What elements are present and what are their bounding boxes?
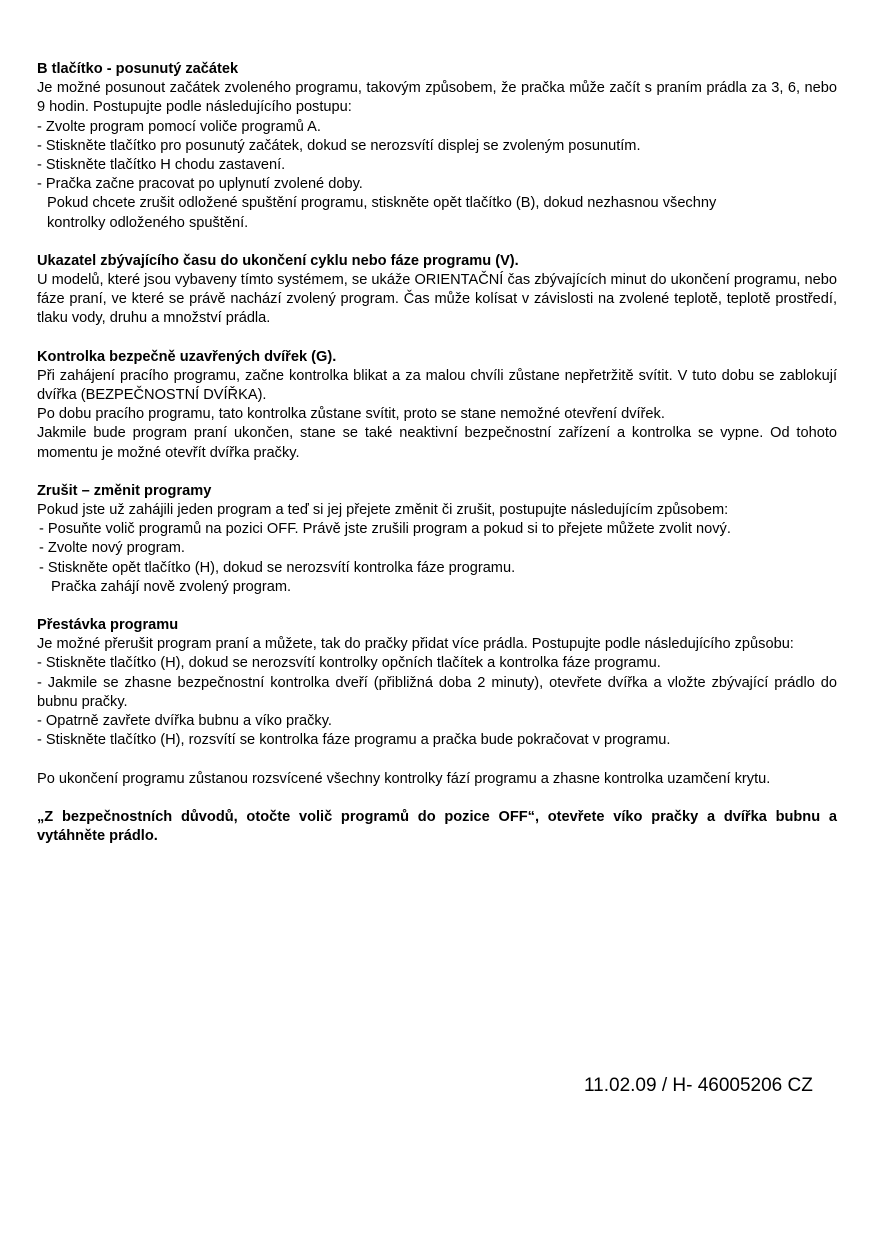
- list-item: - Zvolte program pomocí voliče programů A.: [37, 118, 321, 135]
- paragraph: Pokud jste už zahájili jeden program a teď si jej přejete změnit či zrušit, postupujte následujícím způsobem:: [37, 502, 729, 519]
- paragraph: Je možné posunout začátek zvoleného programu, takovým způsobem, že pračka může začít s praním prádla za 3, 6, nebo 9 hodin. Postupujte podle následujícího postupu:: [37, 80, 837, 116]
- section-title: B tlačítko - posunutý začátek: [37, 61, 239, 77]
- paragraph: Po ukončení programu zůstanou rozsvícené všechny kontrolky fází programu a zhasne kontrolka uzamčení krytu.: [37, 770, 771, 787]
- list-item: - Pračka začne pracovat po uplynutí zvolené doby.: [37, 176, 363, 193]
- list-item: - Stiskněte opět tlačítko (H), dokud se nerozsvítí kontrolka fáze programu.: [39, 559, 516, 576]
- section-closing: [37, 770, 837, 789]
- list-item: - Jakmile se zhasne bezpečnostní kontrolka dveří (přibližná doba 2 minuty), otevřete dvířka a vložte zbývající prádlo do bubnu pračky.: [37, 674, 837, 710]
- paragraph: Pračka zahájí nově zvolený program.: [51, 578, 292, 595]
- safety-warning: „Z bezpečnostních důvodů, otočte volič programů do pozice OFF“, otevřete víko pračky a dvířka bubnu a vytáhněte prádlo.: [37, 808, 837, 844]
- section-door-lock: [37, 348, 837, 463]
- list-item: - Zvolte nový program.: [39, 540, 185, 557]
- section-title: Zrušit – změnit programy: [37, 482, 212, 499]
- list-item: - Posuňte volič programů na pozici OFF. Právě jste zrušili program a pokud si to přejete můžete zvolit nový.: [39, 521, 731, 538]
- paragraph: Jakmile bude program praní ukončen, stane se také neaktivní bezpečnostní zařízení a kontrolka se vypne. Od tohoto momentu je možné otevřít dvířka pračky.: [37, 425, 837, 461]
- list-item: - Stiskněte tlačítko pro posunutý začátek, dokud se nerozsvítí displej se zvoleným posunutím.: [37, 137, 641, 154]
- list-item: - Opatrně zavřete dvířka bubnu a víko pračky.: [37, 713, 332, 730]
- section-title: Kontrolka bezpečně uzavřených dvířek (G).: [37, 348, 337, 365]
- section-delayed-start: [37, 60, 837, 233]
- document-footer-code: 11.02.09 / H- 46005206 CZ: [584, 1075, 813, 1096]
- section-pause: [37, 616, 837, 750]
- section-title: Přestávka programu: [37, 617, 179, 634]
- paragraph: Je možné přerušit program praní a můžete, tak do pračky přidat více prádla. Postupujte podle následujícího způsobu:: [37, 636, 794, 653]
- paragraph: Po dobu pracího programu, tato kontrolka zůstane svítit, proto se stane nemožné otevření dvířek.: [37, 406, 665, 423]
- paragraph: Při zahájení pracího programu, začne kontrolka blikat a za malou chvíli zůstane nepřetržitě svítit. V tuto dobu se zablokují dvířka (BEZPEČNOSTNÍ DVÍŘKA).: [37, 367, 837, 404]
- note-line: kontrolky odloženého spuštění.: [47, 214, 249, 231]
- section-warning: [37, 808, 837, 846]
- list-item: - Stiskněte tlačítko H chodu zastavení.: [37, 157, 286, 174]
- paragraph: U modelů, které jsou vybaveny tímto systémem, se ukáže ORIENTAČNÍ čas zbývajících minut do ukončení programu, nebo fáze praní, ve které se právě nachází zvolený program. Čas může kolísat v závislosti na zvolené teplotě, teplotě prostředí, tlaku vody, druhu a množství prádla.: [37, 272, 837, 327]
- note-line: Pokud chcete zrušit odložené spuštění programu, stiskněte opět tlačítko (B), dokud nezhasnou všechny: [47, 195, 717, 212]
- section-title: Ukazatel zbývajícího času do ukončení cyklu nebo fáze programu (V).: [37, 252, 519, 269]
- document-body: [37, 60, 837, 865]
- section-remaining-time: [37, 252, 837, 329]
- section-cancel-change: [37, 482, 837, 597]
- list-item: - Stiskněte tlačítko (H), rozsvítí se kontrolka fáze programu a pračka bude pokračovat v programu.: [37, 732, 671, 749]
- list-item: - Stiskněte tlačítko (H), dokud se nerozsvítí kontrolky opčních tlačítek a kontrolka fáze programu.: [37, 655, 661, 672]
